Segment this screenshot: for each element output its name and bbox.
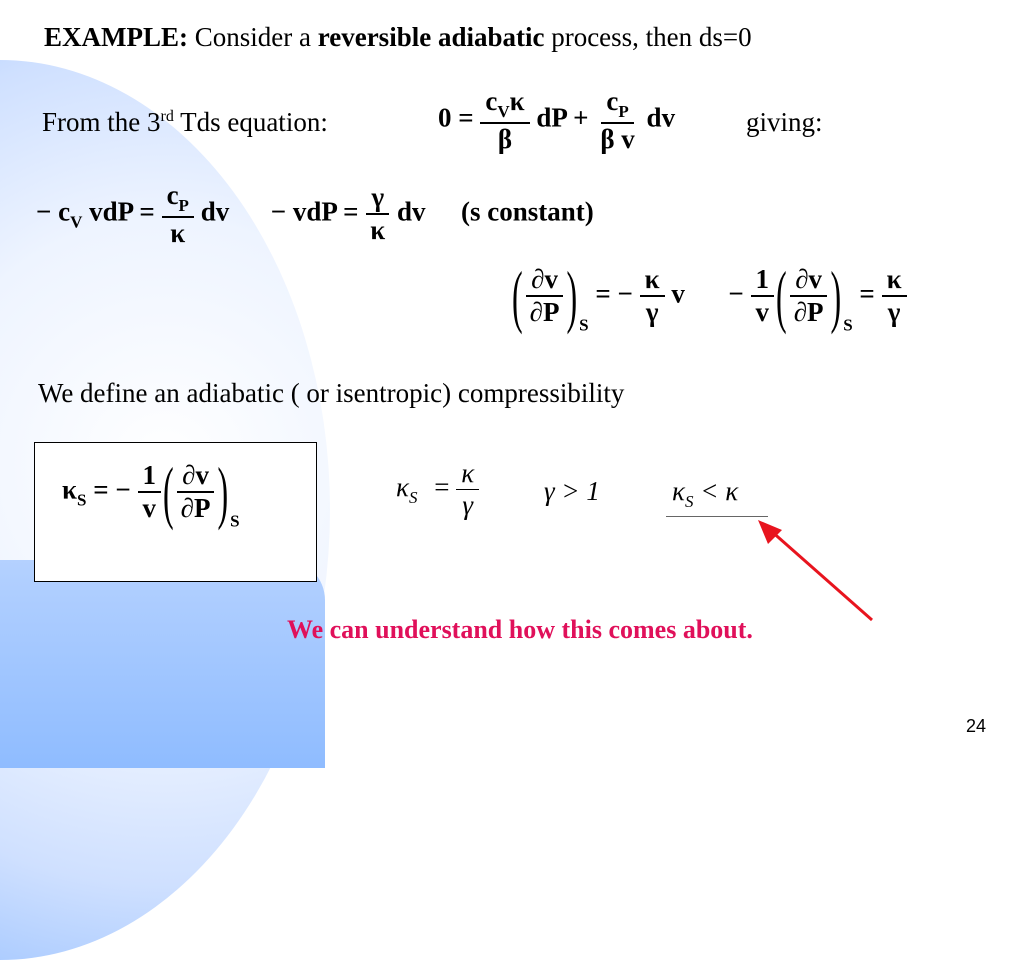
callout-text: We can understand how this comes about. <box>287 615 753 644</box>
fraction-cp-kappa: $\frac{c_P}{\kappa}$ <box>162 180 194 249</box>
heading-emphasis: reversible adiabatic <box>317 22 545 52</box>
tds-superscript: rd <box>160 108 174 125</box>
constant-entropy-equation: − $c_V$ vdP = $\frac{c_P}{\kappa}$ dv − vdP = $\frac{\gamma}{\kappa}$ dv (s constant) <box>36 180 594 248</box>
right-fraction-kappa-gamma: $\frac{\kappa}{\gamma}$ <box>456 458 479 521</box>
gamma-inequality: γ > 1 <box>544 476 600 506</box>
box-fraction-one-over-v: $\frac{1}{v}$ <box>138 460 162 524</box>
giving-text: giving: <box>746 107 823 137</box>
tds-intro-post: Tds equation: <box>180 107 328 137</box>
heading-text-post: process, then ds=0 <box>551 22 752 52</box>
tds-intro-text: From the 3 <box>42 107 161 137</box>
adiabatic-compressibility-formula: $\kappa_S$ = − $\frac{1}{v}$ ( $\frac{\partial v}{\partial P}$ ) $_S$ <box>62 451 240 531</box>
heading-text-pre: Consider a <box>194 22 311 52</box>
eq-dv: dv <box>646 102 676 133</box>
fraction-kappa-gamma-1: $\frac{\kappa}{\gamma}$ <box>640 264 665 328</box>
kappa-s-relation: $\kappa_S$ = $\frac{\kappa}{\gamma}$ <box>396 458 479 521</box>
fraction-gamma-kappa: $\frac{\gamma}{\kappa}$ <box>365 182 390 246</box>
box-partial-dv-dP: $\frac{\partial v}{\partial P}$ <box>176 460 216 524</box>
definition-text: We define an adiabatic ( or isentropic) compressibility <box>38 378 625 408</box>
eq-dP: dP + <box>536 102 589 133</box>
partial-dv-dP-2: $\frac{\partial v}{\partial P}$ <box>789 264 829 328</box>
fraction-cp-beta-v: $\frac{c_P}{\text{β v}}$ <box>600 86 635 154</box>
page-number: 24 <box>966 716 987 736</box>
fraction-one-over-v: $\frac{1}{v}$ <box>751 264 775 328</box>
s-constant-note: (s constant) <box>461 196 594 227</box>
partial-dv-dP-1: $\frac{\partial v}{\partial P}$ <box>525 264 565 328</box>
example-label: EXAMPLE: <box>44 22 188 52</box>
partial-derivative-equations: ( $\frac{\partial v}{\partial P}$ ) $_S$ = − $\frac{\kappa}{\gamma}$ v − $\frac{1}{v}$ ( $\frac{\partial v}{\partial P}$ ) $_S$ = $\frac{\kappa}{\gamma}$ <box>510 264 907 335</box>
fraction-cv-kappa-beta: $\frac{c_V\kappa}{\beta}$ <box>480 86 529 155</box>
eq-zero: 0 = <box>438 102 474 133</box>
kappa-s-inequality: $\kappa_S < \kappa$ <box>672 476 739 511</box>
fraction-kappa-gamma-2: $\frac{\kappa}{\gamma}$ <box>882 264 907 328</box>
